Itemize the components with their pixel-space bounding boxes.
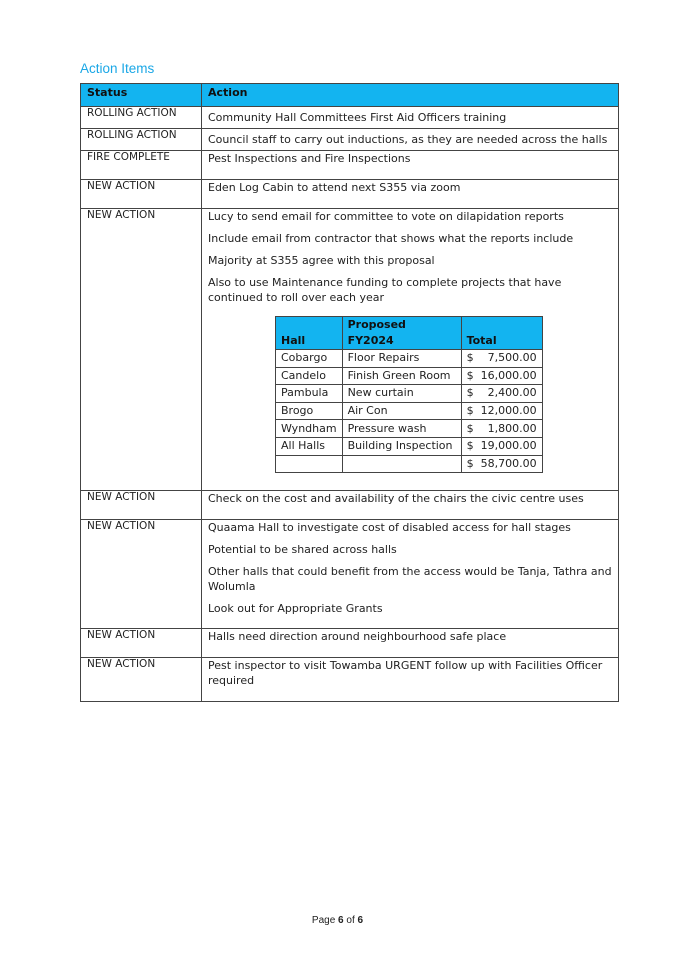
action-text: Look out for Appropriate Grants [208,602,383,615]
action-cell [202,209,619,491]
table-row [81,180,619,209]
project-cell: Floor Repairs [342,350,461,368]
grand-total-value: 58,700.00 [480,456,537,470]
currency-symbol: $ [466,404,474,418]
status-cell: NEW ACTION [81,209,202,491]
action-cell [202,151,619,180]
action-text: Potential to be shared across halls [208,543,397,556]
amount-cell [461,367,542,385]
currency-symbol: $ [466,368,474,382]
project-cell: Building Inspection [342,437,461,455]
table-row [81,629,619,658]
action-column-header: Action [202,84,619,107]
status-cell: NEW ACTION [81,658,202,702]
amount-value: 19,000.00 [480,439,537,453]
page-footer [0,915,675,926]
table-row [81,491,619,520]
table-row [81,129,619,151]
hall-cell: Candelo [276,367,343,385]
hall-cell: All Halls [276,437,343,455]
action-cell [202,491,619,520]
empty-cell [342,455,461,473]
action-text: Pest Inspections and Fire Inspections [208,152,411,165]
table-row [81,151,619,180]
status-cell: NEW ACTION [81,520,202,629]
table-row [81,658,619,702]
action-text: Halls need direction around neighbourhood safe place [208,630,507,643]
action-text: Pest inspector to visit Towamba URGENT follow up with Facilities Officer required [208,659,603,687]
project-cell: Finish Green Room [342,367,461,385]
budget-row [276,437,543,455]
budget-total-row [276,455,543,473]
action-cell [202,180,619,209]
proposed-column-header: Proposed FY2024 [342,317,461,350]
project-cell: New curtain [342,385,461,403]
total-column-header: Total [461,317,542,350]
section-heading: Action Items [80,61,155,76]
status-cell: NEW ACTION [81,491,202,520]
table-header-row [81,84,619,107]
budget-row [276,420,543,438]
budget-row [276,350,543,368]
status-cell: ROLLING ACTION [81,107,202,129]
action-text: Community Hall Committees First Aid Officers training [208,111,507,124]
budget-header-row [276,317,543,350]
grand-total-cell [461,455,542,473]
project-cell: Air Con [342,402,461,420]
action-text: Council staff to carry out inductions, as they are needed across the halls [208,133,608,146]
hall-cell: Brogo [276,402,343,420]
project-cell: Pressure wash [342,420,461,438]
empty-cell [276,455,343,473]
status-cell: ROLLING ACTION [81,129,202,151]
hall-cell: Wyndham [276,420,343,438]
currency-symbol: $ [466,351,474,365]
action-text: Include email from contractor that shows what the reports include [208,232,574,245]
action-text: Also to use Maintenance funding to complete projects that have continued to roll over each year [208,276,562,304]
table-row [81,209,619,491]
action-text: Other halls that could benefit from the access would be Tanja, Tathra and Wolumla [208,565,612,593]
budget-row [276,367,543,385]
action-cell [202,129,619,151]
status-cell: FIRE COMPLETE [81,151,202,180]
amount-cell [461,350,542,368]
currency-symbol: $ [466,439,474,453]
hall-cell: Cobargo [276,350,343,368]
amount-value: 12,000.00 [480,404,537,418]
hall-cell: Pambula [276,385,343,403]
amount-cell [461,402,542,420]
status-cell: NEW ACTION [81,180,202,209]
currency-symbol: $ [466,386,474,400]
footer-prefix: Page [311,915,336,926]
action-text: Eden Log Cabin to attend next S355 via zoom [208,181,461,194]
action-text: Lucy to send email for committee to vote on dilapidation reports [208,210,564,223]
amount-value: 16,000.00 [480,368,537,382]
action-text: Check on the cost and availability of the chairs the civic centre uses [208,492,584,505]
amount-cell [461,420,542,438]
footer-of: of [346,915,355,926]
amount-value: 2,400.00 [487,386,537,400]
currency-symbol: $ [466,421,474,435]
hall-column-header: Hall [276,317,343,350]
footer-page-total: 6 [357,915,364,926]
footer-page-number: 6 [338,915,344,926]
action-text: Majority at S355 agree with this proposal [208,254,435,267]
table-row [81,520,619,629]
status-column-header: Status [81,84,202,107]
action-cell [202,658,619,702]
action-cell [202,107,619,129]
table-row [81,107,619,129]
amount-cell [461,437,542,455]
budget-row [276,402,543,420]
amount-value: 1,800.00 [487,421,537,435]
budget-row [276,385,543,403]
action-text: Quaama Hall to investigate cost of disabled access for hall stages [208,521,571,534]
amount-cell [461,385,542,403]
action-cell [202,629,619,658]
action-items-table [80,83,619,702]
action-cell [202,520,619,629]
amount-value: 7,500.00 [487,351,537,365]
status-cell: NEW ACTION [81,629,202,658]
budget-table [275,316,543,473]
currency-symbol: $ [466,456,474,470]
